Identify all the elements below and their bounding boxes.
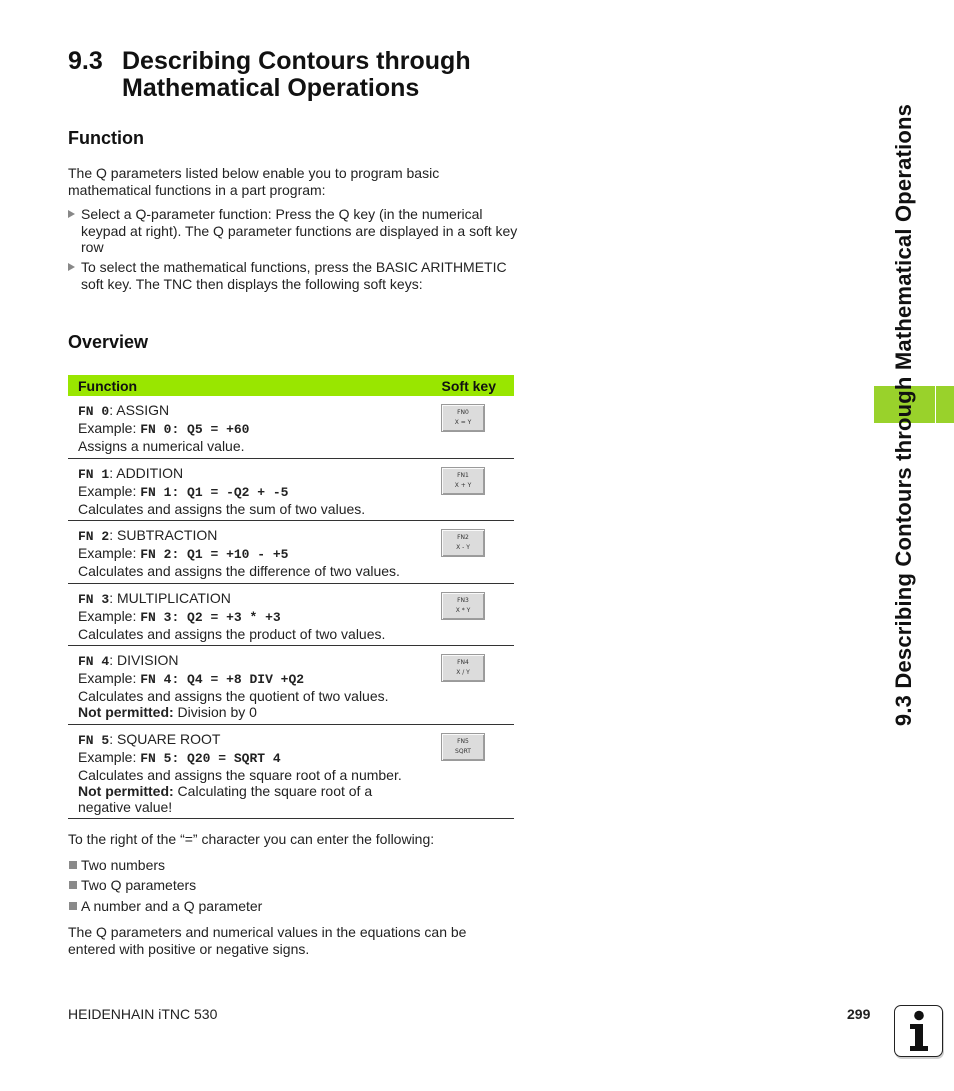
page-title bbox=[68, 48, 528, 102]
table-header bbox=[68, 375, 514, 396]
column-header-function: Function bbox=[78, 377, 138, 394]
function-code: FN 0 bbox=[78, 404, 110, 419]
list-item-text: A number and a Q parameter bbox=[81, 898, 263, 914]
footer-manual: HEIDENHAIN iTNC 530 bbox=[68, 1006, 218, 1022]
restriction-note bbox=[78, 783, 398, 815]
entry-intro: To the right of the “=” character you can enter the following: bbox=[68, 831, 435, 847]
overview-heading: Overview bbox=[68, 332, 149, 352]
softkey-label: FN1 bbox=[457, 472, 469, 479]
square-bullet-icon bbox=[69, 881, 77, 889]
function-description: Calculates and assigns the quotient of two values. bbox=[78, 688, 389, 704]
chapter-tab-divider bbox=[935, 386, 936, 423]
info-icon bbox=[894, 1005, 943, 1057]
table-row bbox=[68, 396, 514, 459]
function-code: FN 4 bbox=[78, 654, 110, 669]
function-name: : SQUARE ROOT bbox=[109, 731, 221, 747]
function-heading: Function bbox=[68, 128, 144, 148]
list-item-text: Two Q parameters bbox=[81, 877, 197, 893]
softkey-formula: SQRT bbox=[455, 748, 471, 755]
step-item bbox=[68, 206, 518, 256]
softkey-formula: X = Y bbox=[454, 419, 472, 426]
function-description: Calculates and assigns the product of two values. bbox=[78, 626, 386, 642]
square-bullet-icon bbox=[69, 902, 77, 910]
softkey-button[interactable] bbox=[441, 592, 485, 620]
example-code: FN 3: Q2 = +3 * +3 bbox=[140, 610, 281, 625]
step-text: Select a Q-parameter function: Press the Q key (in the numerical keypad at right). The Q parameter functions are displayed in a soft key row bbox=[81, 206, 518, 255]
function-code: FN 2 bbox=[78, 529, 110, 544]
page-number: 299 bbox=[847, 1006, 871, 1022]
step-text: To select the mathematical functions, press the BASIC ARITHMETIC soft key. The TNC then displays the following soft keys: bbox=[81, 259, 507, 292]
softkey-label: FN4 bbox=[457, 659, 469, 666]
table-row bbox=[68, 725, 514, 819]
table-body bbox=[68, 396, 514, 819]
function-description: Assigns a numerical value. bbox=[78, 438, 245, 454]
table-row bbox=[68, 521, 514, 584]
function-name: : ASSIGN bbox=[109, 402, 170, 418]
info-glyph bbox=[906, 1010, 932, 1052]
example-label: Example: bbox=[78, 483, 141, 499]
softkey-button[interactable] bbox=[441, 404, 485, 432]
restriction-label: Not permitted: bbox=[78, 783, 174, 799]
softkey-formula: X - Y bbox=[456, 544, 470, 551]
softkey-label: FN3 bbox=[457, 597, 469, 604]
function-description: Calculates and assigns the square root of a number. bbox=[78, 767, 402, 783]
softkey-formula: X * Y bbox=[455, 607, 471, 614]
example-label: Example: bbox=[78, 545, 141, 561]
function-code: FN 3 bbox=[78, 592, 110, 607]
softkey-label: FN5 bbox=[457, 738, 469, 745]
closing-paragraph: The Q parameters and numerical values in the equations can be entered with positive or negative signs. bbox=[68, 924, 467, 957]
restriction-note bbox=[78, 704, 398, 720]
square-bullet-icon bbox=[69, 861, 77, 869]
list-item bbox=[68, 898, 518, 915]
example-code: FN 5: Q20 = SQRT 4 bbox=[140, 751, 281, 766]
softkey-formula: X + Y bbox=[454, 482, 472, 489]
function-description: Calculates and assigns the difference of two values. bbox=[78, 563, 400, 579]
example-label: Example: bbox=[78, 749, 141, 765]
column-header-softkey: Soft key bbox=[441, 377, 496, 394]
overview-table bbox=[68, 375, 514, 819]
softkey-button[interactable] bbox=[441, 654, 485, 682]
example-code: FN 2: Q1 = +10 - +5 bbox=[140, 547, 289, 562]
softkey-label: FN2 bbox=[457, 534, 469, 541]
table-row bbox=[68, 646, 514, 725]
example-code: FN 1: Q1 = -Q2 + -5 bbox=[140, 485, 289, 500]
list-item bbox=[68, 877, 518, 894]
function-name: : DIVISION bbox=[109, 652, 179, 668]
list-item bbox=[68, 857, 518, 874]
section-number: 9.3 bbox=[68, 47, 103, 75]
function-code: FN 5 bbox=[78, 733, 110, 748]
softkey-button[interactable] bbox=[441, 529, 485, 557]
example-code: FN 0: Q5 = +60 bbox=[140, 422, 250, 437]
restriction-text: Calculating the square root of a negative value! bbox=[78, 783, 373, 815]
softkey-button[interactable] bbox=[441, 467, 485, 495]
restriction-label: Not permitted: bbox=[78, 704, 174, 720]
function-name: : MULTIPLICATION bbox=[109, 590, 231, 606]
function-intro: The Q parameters listed below enable you to program basic mathematical functions in a part program: bbox=[68, 165, 440, 198]
function-description: Calculates and assigns the sum of two values. bbox=[78, 501, 366, 517]
table-row bbox=[68, 459, 514, 521]
section-title: Describing Contours through Mathematical Operations bbox=[122, 47, 471, 102]
example-label: Example: bbox=[78, 670, 141, 686]
triangle-bullet-icon bbox=[68, 263, 75, 271]
list-item-text: Two numbers bbox=[81, 857, 166, 873]
example-label: Example: bbox=[78, 420, 141, 436]
triangle-bullet-icon bbox=[68, 210, 75, 218]
table-row bbox=[68, 584, 514, 646]
restriction-text: Division by 0 bbox=[173, 704, 257, 720]
function-code: FN 1 bbox=[78, 467, 110, 482]
softkey-label: FN0 bbox=[457, 409, 469, 416]
softkey-button[interactable] bbox=[441, 733, 485, 761]
side-title: 9.3 Describing Contours through Mathematical Operations bbox=[891, 103, 916, 727]
example-code: FN 4: Q4 = +8 DIV +Q2 bbox=[140, 672, 305, 687]
function-name: : ADDITION bbox=[109, 465, 184, 481]
step-item bbox=[68, 259, 518, 292]
function-name: : SUBTRACTION bbox=[109, 527, 218, 543]
example-label: Example: bbox=[78, 608, 141, 624]
softkey-formula: X / Y bbox=[456, 669, 470, 676]
